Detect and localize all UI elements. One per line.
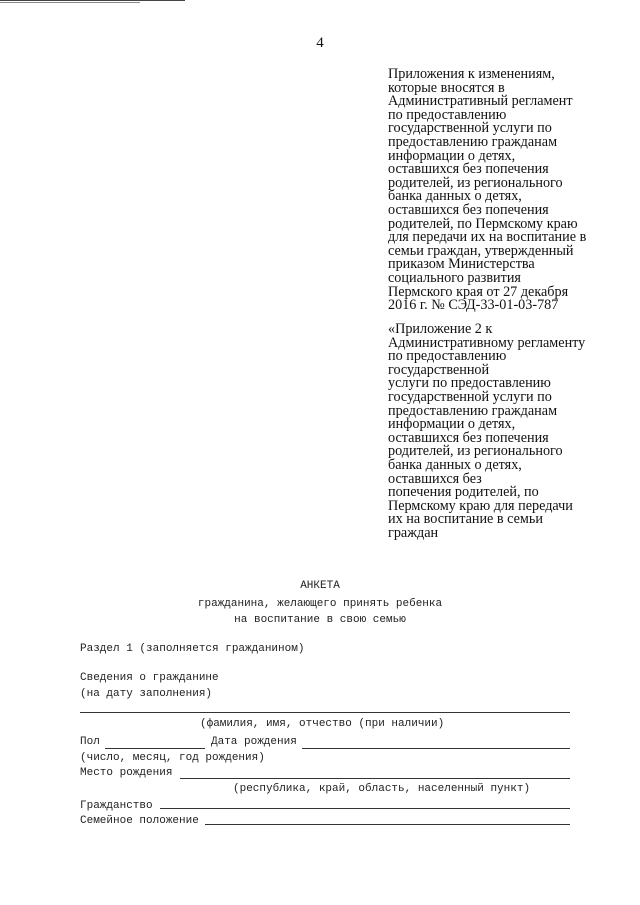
approval-block-line: предоставлению гражданам — [388, 133, 558, 150]
approval-block-line: которые вносятся в — [388, 79, 505, 96]
page-number: 4 — [316, 35, 324, 51]
approval-block-line: для передачи их на воспитание в — [388, 229, 587, 246]
gender-field-line — [105, 748, 205, 749]
birth-place-field-line — [180, 778, 570, 779]
fio-field-line — [80, 712, 570, 713]
approval-block-line: информации о детях, — [388, 147, 516, 164]
appendix-block-line: попечения родителей, по — [388, 484, 539, 501]
approval-block-line: оставшихся без попечения — [388, 201, 549, 218]
approval-text-block — [388, 68, 610, 313]
citizenship-field-line — [160, 808, 570, 809]
approval-block-line: оставшихся без попечения — [388, 161, 549, 178]
appendix-block-line: по предоставлению — [388, 348, 507, 365]
appendix-block-line: предоставлению гражданам — [388, 402, 558, 419]
approval-block-line: социального развития — [388, 269, 521, 286]
marital-status-label: Семейное положение — [80, 815, 199, 827]
appendix-block-line: услуги по предоставлению — [388, 375, 551, 392]
citizenship-label: Гражданство — [80, 800, 153, 812]
appendix-block-line: граждан — [388, 524, 439, 541]
appendix-block-line: государственной услуги по — [388, 388, 552, 405]
fio-hint: (фамилия, имя, отчество (при наличии) — [200, 718, 445, 730]
gender-label: Пол — [80, 736, 100, 748]
marital-status-field-line — [205, 824, 570, 825]
appendix-block-line: их на воспитание в семьи — [388, 511, 543, 528]
birth-date-hint: (число, месяц, год рождения) — [80, 752, 265, 764]
section-label: Раздел 1 (заполняется гражданином) — [80, 643, 305, 655]
approval-block-line: Приложения к изменениям, — [388, 66, 555, 82]
approval-block-line: семьи граждан, утвержденный — [388, 242, 574, 259]
appendix-text-block — [388, 323, 610, 541]
approval-block-line: государственной услуги по — [388, 120, 552, 137]
approval-block-line: родителей, из регионального — [388, 174, 563, 191]
approval-block-line: родителей, по Пермскому краю — [388, 215, 578, 232]
info-date-note: (на дату заполнения) — [80, 688, 213, 700]
appendix-block-line: Административному регламенту — [388, 334, 586, 351]
appendix-block-line: родителей, из регионального — [388, 443, 563, 460]
approval-block-line: банка данных о детях, — [388, 188, 522, 205]
approval-block-line: по предоставлению — [388, 106, 507, 123]
approval-block-line: приказом Министерства — [388, 256, 535, 273]
appendix-block-line: банка данных о детях, — [388, 456, 522, 473]
header-rule-secondary — [0, 2, 140, 3]
birth-date-label: Дата рождения — [211, 736, 297, 748]
info-label: Сведения о гражданине — [80, 672, 219, 684]
appendix-block-line: Пермскому краю для передачи — [388, 497, 573, 514]
form-subtitle: гражданина, желающего принять ребенка — [197, 598, 443, 610]
birth-date-field-line — [302, 748, 570, 749]
appendix-block-line: государственной — [388, 361, 490, 378]
appendix-block-line: «Приложение 2 к — [388, 321, 493, 337]
birth-place-hint: (республика, край, область, населенный пункт) — [233, 783, 531, 795]
approval-block-line: Административный регламент — [388, 93, 573, 110]
form-subtitle-2: на воспитание в свою семью — [234, 614, 406, 626]
appendix-block-line: оставшихся без попечения — [388, 429, 549, 446]
appendix-block-line: оставшихся без — [388, 470, 482, 487]
approval-block-line: 2016 г. № СЭД-33-01-03-787 — [388, 297, 559, 314]
birth-place-label: Место рождения — [80, 767, 173, 779]
header-rule — [0, 0, 185, 1]
form-title: АНКЕТА — [300, 580, 340, 592]
approval-block-line: Пермского края от 27 декабря — [388, 283, 569, 300]
appendix-block-line: информации о детях, — [388, 416, 516, 433]
